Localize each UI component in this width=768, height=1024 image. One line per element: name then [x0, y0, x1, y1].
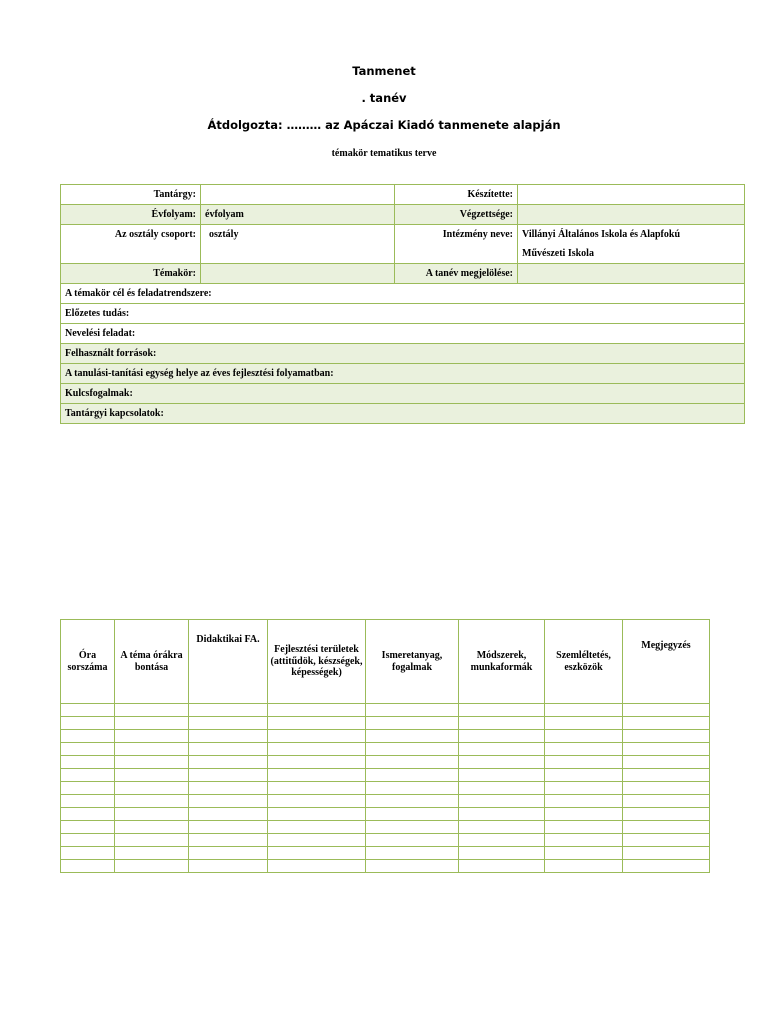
table-cell[interactable] — [115, 860, 189, 873]
table-cell[interactable] — [366, 860, 459, 873]
table-row — [61, 821, 710, 834]
table-cell[interactable] — [623, 730, 710, 743]
table-cell[interactable] — [366, 756, 459, 769]
table-cell[interactable] — [268, 782, 366, 795]
table-cell[interactable] — [189, 834, 268, 847]
table-cell[interactable] — [61, 847, 115, 860]
table-cell[interactable] — [115, 756, 189, 769]
document-title: Tanmenet — [352, 64, 416, 78]
header-development-areas: Fejlesztési területek (attitűdök, készségek, képességek) — [268, 620, 366, 704]
header-topic-breakdown: A téma órákra bontása — [115, 620, 189, 704]
institution-label: Intézmény neve: — [395, 225, 518, 264]
table-row — [61, 717, 710, 730]
table-cell[interactable] — [623, 717, 710, 730]
table-cell[interactable] — [115, 769, 189, 782]
table-cell[interactable] — [61, 730, 115, 743]
table-cell[interactable] — [623, 743, 710, 756]
grade-label: Évfolyam: — [61, 205, 201, 225]
table-cell[interactable] — [623, 782, 710, 795]
institution-line-1: Villányi Általános Iskola és Alapfokú — [522, 229, 681, 240]
table-cell[interactable] — [459, 821, 545, 834]
table-row — [61, 782, 710, 795]
table-cell[interactable] — [545, 821, 623, 834]
table-cell[interactable] — [459, 860, 545, 873]
info-row-education — [61, 324, 745, 344]
table-cell[interactable] — [459, 743, 545, 756]
table-cell[interactable] — [459, 847, 545, 860]
table-cell[interactable] — [459, 730, 545, 743]
table-cell[interactable] — [268, 847, 366, 860]
table-row — [61, 730, 710, 743]
header-knowledge: Ismeretanyag, fogalmak — [366, 620, 459, 704]
info-row-sources — [61, 344, 745, 364]
table-cell[interactable] — [61, 756, 115, 769]
table-cell[interactable] — [189, 821, 268, 834]
table-cell[interactable] — [115, 847, 189, 860]
table-cell[interactable] — [268, 717, 366, 730]
table-cell[interactable] — [459, 756, 545, 769]
keywords-field[interactable]: Kulcsfogalmak: — [61, 384, 745, 404]
table-cell[interactable] — [366, 821, 459, 834]
info-row-subject — [61, 185, 745, 205]
table-cell[interactable] — [268, 756, 366, 769]
table-cell[interactable] — [189, 730, 268, 743]
table-row — [61, 743, 710, 756]
info-table — [60, 184, 745, 424]
table-cell[interactable] — [623, 795, 710, 808]
table-cell[interactable] — [366, 808, 459, 821]
table-cell[interactable] — [366, 717, 459, 730]
info-row-unit-place — [61, 364, 745, 384]
table-cell[interactable] — [545, 860, 623, 873]
table-cell[interactable] — [545, 717, 623, 730]
table-cell[interactable] — [545, 795, 623, 808]
table-cell[interactable] — [61, 821, 115, 834]
schoolyear-value[interactable] — [518, 264, 745, 284]
header-didactic: Didaktikai FA. — [189, 620, 268, 704]
table-cell[interactable] — [268, 860, 366, 873]
table-cell[interactable] — [115, 743, 189, 756]
subject-value[interactable] — [201, 185, 395, 205]
table-row — [61, 704, 710, 717]
header-notes: Megjegyzés — [623, 620, 710, 704]
grade-value[interactable]: évfolyam — [201, 205, 395, 225]
table-cell[interactable] — [61, 717, 115, 730]
table-cell[interactable] — [459, 704, 545, 717]
table-cell[interactable] — [189, 860, 268, 873]
table-cell[interactable] — [61, 834, 115, 847]
info-row-relations — [61, 404, 745, 424]
table-cell[interactable] — [115, 717, 189, 730]
document-subtitle: témakör tematikus terve — [331, 148, 437, 159]
table-cell[interactable] — [545, 834, 623, 847]
table-cell[interactable] — [366, 743, 459, 756]
table-cell[interactable] — [189, 847, 268, 860]
table-cell[interactable] — [366, 834, 459, 847]
table-cell[interactable] — [366, 730, 459, 743]
education-task-field[interactable]: Nevelési feladat: — [61, 324, 745, 344]
table-cell[interactable] — [623, 847, 710, 860]
reworked-by: Átdolgozta: ……… az Apáczai Kiadó tanmenete alapján — [207, 118, 561, 132]
table-cell[interactable] — [268, 821, 366, 834]
info-row-topic — [61, 264, 745, 284]
table-cell[interactable] — [623, 834, 710, 847]
plan-header-row — [61, 620, 710, 704]
table-cell[interactable] — [459, 717, 545, 730]
table-cell[interactable] — [61, 782, 115, 795]
goals-field[interactable]: A témakör cél és feladatrendszere: — [61, 284, 745, 304]
table-cell[interactable] — [189, 795, 268, 808]
table-cell[interactable] — [366, 769, 459, 782]
table-cell[interactable] — [268, 808, 366, 821]
table-row — [61, 795, 710, 808]
info-row-prior — [61, 304, 745, 324]
table-cell[interactable] — [115, 704, 189, 717]
table-cell[interactable] — [623, 860, 710, 873]
table-cell[interactable] — [545, 847, 623, 860]
table-cell[interactable] — [268, 743, 366, 756]
table-cell[interactable] — [115, 795, 189, 808]
table-cell[interactable] — [545, 730, 623, 743]
table-cell[interactable] — [623, 808, 710, 821]
table-cell[interactable] — [459, 782, 545, 795]
table-cell[interactable] — [268, 769, 366, 782]
table-cell[interactable] — [115, 834, 189, 847]
table-cell[interactable] — [268, 730, 366, 743]
sources-field[interactable]: Felhasznált források: — [61, 344, 745, 364]
subject-relations-field[interactable]: Tantárgyi kapcsolatok: — [61, 404, 745, 424]
degree-label: Végzettsége: — [395, 205, 518, 225]
table-cell[interactable] — [189, 704, 268, 717]
table-row — [61, 860, 710, 873]
info-row-grade — [61, 205, 745, 225]
table-cell[interactable] — [545, 743, 623, 756]
subject-label: Tantárgy: — [61, 185, 201, 205]
table-cell[interactable] — [623, 769, 710, 782]
author-value[interactable] — [518, 185, 745, 205]
table-cell[interactable] — [545, 769, 623, 782]
table-cell[interactable] — [189, 782, 268, 795]
table-row — [61, 834, 710, 847]
table-cell[interactable] — [366, 704, 459, 717]
header-lesson-number: Óra sorszáma — [61, 620, 115, 704]
header-illustration: Szemléltetés, eszközök — [545, 620, 623, 704]
unit-place-field[interactable]: A tanulási-tanítási egység helye az éves fejlesztési folyamatban: — [61, 364, 745, 384]
school-year: . tanév — [361, 91, 407, 105]
table-row — [61, 808, 710, 821]
topic-value[interactable] — [201, 264, 395, 284]
institution-value[interactable] — [518, 225, 745, 264]
table-cell[interactable] — [545, 704, 623, 717]
author-label: Készítette: — [395, 185, 518, 205]
table-row — [61, 847, 710, 860]
table-cell[interactable] — [61, 743, 115, 756]
table-cell[interactable] — [189, 717, 268, 730]
table-cell[interactable] — [366, 795, 459, 808]
prior-knowledge-field[interactable]: Előzetes tudás: — [61, 304, 745, 324]
table-cell[interactable] — [623, 704, 710, 717]
table-row — [61, 756, 710, 769]
table-cell[interactable] — [268, 795, 366, 808]
table-cell[interactable] — [115, 808, 189, 821]
group-label: Az osztály csoport: — [61, 225, 201, 264]
table-cell[interactable] — [623, 756, 710, 769]
table-cell[interactable] — [189, 756, 268, 769]
table-cell[interactable] — [545, 756, 623, 769]
table-cell[interactable] — [61, 860, 115, 873]
table-cell[interactable] — [61, 769, 115, 782]
table-cell[interactable] — [459, 795, 545, 808]
header-methods: Módszerek, munkaformák — [459, 620, 545, 704]
table-cell[interactable] — [459, 769, 545, 782]
table-cell[interactable] — [189, 743, 268, 756]
info-row-keywords — [61, 384, 745, 404]
table-cell[interactable] — [545, 782, 623, 795]
table-cell[interactable] — [366, 847, 459, 860]
schoolyear-label: A tanév megjelölése: — [395, 264, 518, 284]
table-cell[interactable] — [268, 834, 366, 847]
table-cell[interactable] — [115, 782, 189, 795]
institution-line-2: Művészeti Iskola — [522, 248, 594, 259]
table-cell[interactable] — [268, 704, 366, 717]
table-cell[interactable] — [115, 730, 189, 743]
table-cell[interactable] — [459, 808, 545, 821]
table-cell[interactable] — [115, 821, 189, 834]
table-cell[interactable] — [459, 834, 545, 847]
info-row-goals — [61, 284, 745, 304]
info-row-group — [61, 225, 745, 264]
table-cell[interactable] — [189, 769, 268, 782]
group-value[interactable]: osztály — [201, 225, 395, 264]
degree-value[interactable] — [518, 205, 745, 225]
table-cell[interactable] — [366, 782, 459, 795]
plan-table — [60, 619, 710, 873]
table-cell[interactable] — [61, 704, 115, 717]
table-cell[interactable] — [623, 821, 710, 834]
topic-label: Témakör: — [61, 264, 201, 284]
table-cell[interactable] — [189, 808, 268, 821]
table-cell[interactable] — [61, 808, 115, 821]
table-row — [61, 769, 710, 782]
table-cell[interactable] — [61, 795, 115, 808]
table-cell[interactable] — [545, 808, 623, 821]
